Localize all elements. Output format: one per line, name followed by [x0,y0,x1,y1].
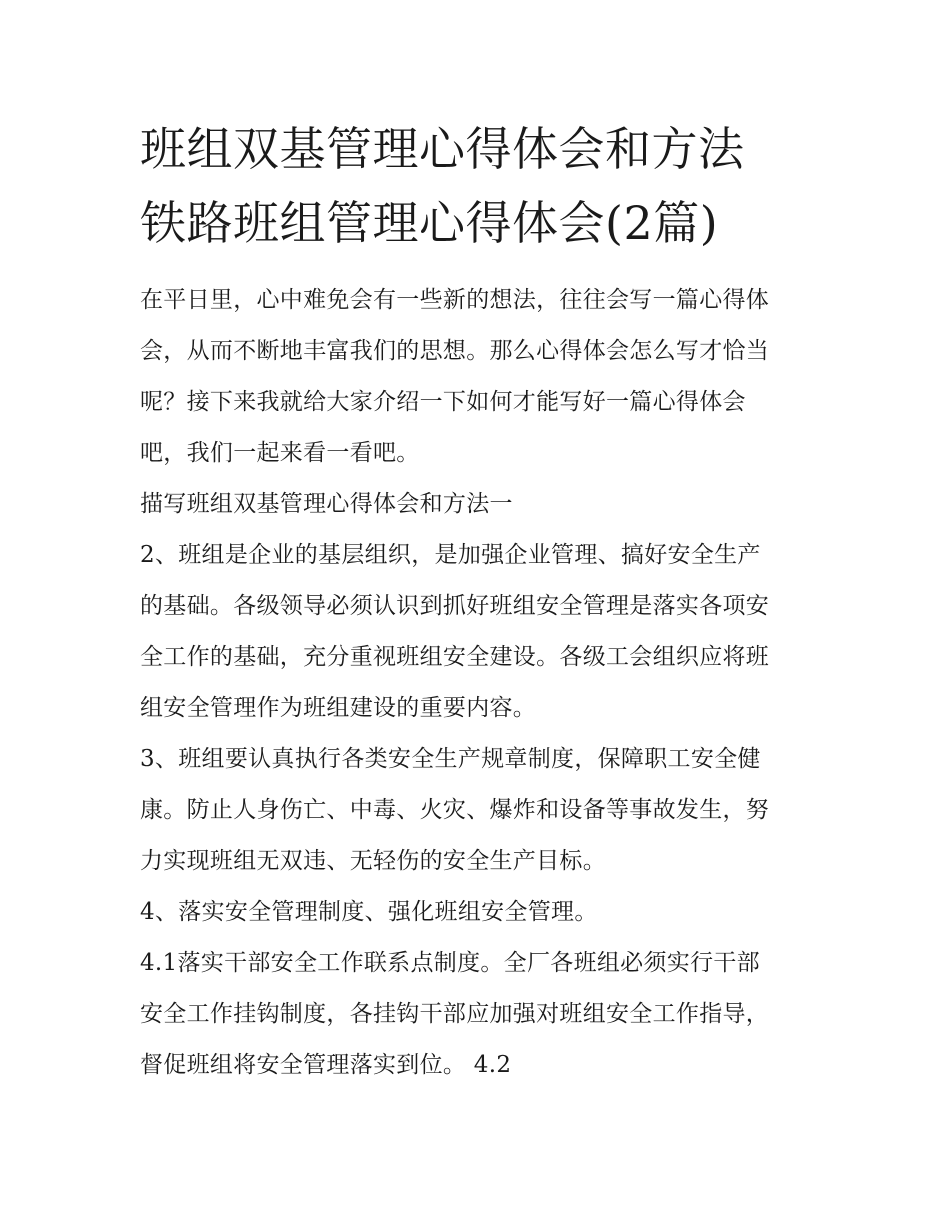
section-heading [140,479,820,530]
text-line: 的基础。各级领导必须认识到抓好班组安全管理是落实各项安 [140,593,770,619]
text-line: 力实现班组无双违、无轻伤的安全生产目标。 [140,848,606,874]
text-line: 康。防止人身伤亡、中毒、火灾、爆炸和设备等事故发生，努 [140,797,770,823]
text-line: 安全工作挂钩制度，各挂钩干部应加强对班组安全工作指导， [140,1001,770,1027]
text-line: 描写班组双基管理心得体会和方法一 [140,491,513,517]
paragraph-intro [140,275,820,479]
paragraph-item-4 [140,887,820,938]
paragraph-item-4-1 [140,938,820,1091]
text-line: 全工作的基础，充分重视班组安全建设。各级工会组织应将班 [140,644,770,670]
paragraph-item-2 [140,530,820,734]
document-title [140,112,820,260]
text-line: 4.1落实干部安全工作联系点制度。全厂各班组必须实行干部 [140,950,760,976]
title-line-1: 班组双基管理心得体会和方法 [140,122,745,176]
text-line: 3、班组要认真执行各类安全生产规章制度，保障职工安全健 [140,746,761,772]
text-line: 督促班组将安全管理落实到位。 4.2 [140,1052,512,1078]
text-line: 在平日里，心中难免会有一些新的想法，往往会写一篇心得体 [140,287,770,313]
text-line: 会，从而不断地丰富我们的思想。那么心得体会怎么写才恰当 [140,338,770,364]
title-line-2: 铁路班组管理心得体会(2篇) [140,196,719,250]
text-line: 2、班组是企业的基层组织，是加强企业管理、搞好安全生产 [140,542,761,568]
text-line: 4、落实安全管理制度、强化班组安全管理。 [140,899,598,925]
paragraph-item-3 [140,734,820,887]
text-line: 组安全管理作为班组建设的重要内容。 [140,695,537,721]
text-line: 吧，我们一起来看一看吧。 [140,440,420,466]
text-line: 呢？接下来我就给大家介绍一下如何才能写好一篇心得体会 [140,389,746,415]
document-body [140,275,820,1091]
